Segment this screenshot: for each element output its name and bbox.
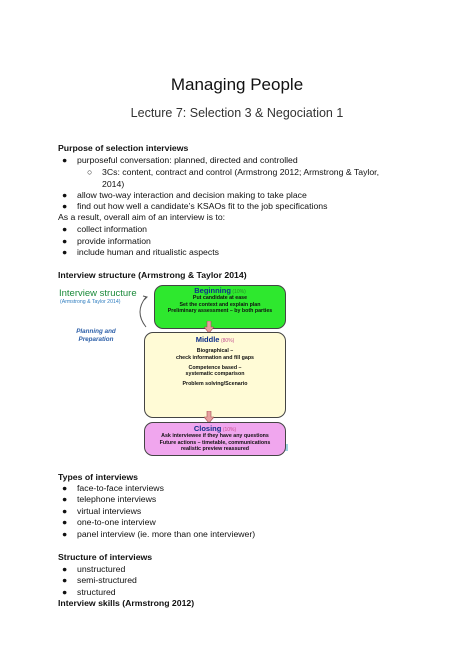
structure-heading: Interview structure (Armstrong & Taylor 2014) xyxy=(58,270,247,280)
bullet-icon: ● xyxy=(62,483,68,493)
purpose-bullet-label: allow two-way interaction and decision making to take place xyxy=(77,190,307,200)
middle-line: Biographical – xyxy=(196,348,234,355)
bullet-icon: ● xyxy=(62,224,68,234)
type-label: one-to-one interview xyxy=(77,517,156,527)
bullet-icon: ● xyxy=(62,575,68,585)
lecture-subtitle: Lecture 7: Selection 3 & Negociation 1 xyxy=(130,106,344,120)
bullet-icon: ● xyxy=(62,247,68,257)
middle-line: systematic comparison xyxy=(185,371,245,378)
diagram-source: (Armstrong & Taylor 2014) xyxy=(60,299,121,305)
beginning-line: Put candidate at ease xyxy=(192,295,248,302)
closing-line: Future actions – timetable, communications xyxy=(159,439,271,446)
diagram-title: Interview structure xyxy=(59,288,137,299)
structure-label: structured xyxy=(77,587,116,597)
bracket-arrow-icon xyxy=(132,294,148,330)
purpose-bullet-label: find out how well a candidate’s KSAOs fit to the job specifications xyxy=(77,201,328,211)
closing-box xyxy=(144,422,286,456)
middle-percent: (80%) xyxy=(220,338,235,344)
type-label: face-to-face interviews xyxy=(77,483,164,493)
bullet-icon: ● xyxy=(62,236,68,246)
skills-heading: Interview skills (Armstrong 2012) xyxy=(58,598,195,608)
middle-line: check information and fill gaps xyxy=(176,354,254,361)
purpose-sub-bullet-line1: 3Cs: content, contract and control (Armstrong 2012; Armstrong & Taylor, xyxy=(102,167,380,177)
bullet-icon: ● xyxy=(62,517,68,527)
middle-label: Middle xyxy=(195,335,220,344)
structures-heading: Structure of interviews xyxy=(58,552,153,562)
bullet-icon: ● xyxy=(62,529,68,539)
aims-intro-text: As a result, overall aim of an interview is to: xyxy=(58,212,226,222)
aim-label: collect information xyxy=(77,224,148,234)
interview-structure-diagram xyxy=(58,282,288,458)
sub-bullet-icon: ○ xyxy=(87,167,93,177)
planning-label: Planning and Preparation xyxy=(76,328,116,343)
beginning-line: Preliminary assessment – by both parties xyxy=(167,307,273,314)
bullet-icon: ● xyxy=(62,494,68,504)
bullet-icon: ● xyxy=(62,564,68,574)
beginning-box xyxy=(154,285,286,329)
bullet-icon: ● xyxy=(62,506,68,516)
bullet-icon: ● xyxy=(62,190,68,200)
beginning-label: Beginning xyxy=(194,286,231,295)
types-heading: Types of interviews xyxy=(58,472,138,482)
type-label: telephone interviews xyxy=(77,494,157,504)
middle-box xyxy=(144,332,286,418)
bullet-icon: ● xyxy=(62,201,68,211)
middle-line: Competence based – xyxy=(188,364,242,371)
purpose-sub-bullet-line2: 2014) xyxy=(102,178,125,189)
structure-label: unstructured xyxy=(77,564,126,574)
beginning-percent: (10%) xyxy=(232,289,246,295)
closing-line: realistic preview reassured xyxy=(180,445,250,452)
closing-line: Ask interviewee if they have any questions xyxy=(161,433,269,440)
structure-label: semi-structured xyxy=(77,575,137,585)
page-title: Managing People xyxy=(170,75,304,94)
bullet-icon: ● xyxy=(62,155,68,165)
closing-label: Closing xyxy=(193,424,222,433)
bullet-icon: ● xyxy=(62,587,68,597)
closing-percent: (10%) xyxy=(222,427,237,433)
middle-line: Problem solving/Scenario xyxy=(182,381,248,388)
aim-label: provide information xyxy=(77,236,151,246)
aim-label: include human and ritualistic aspects xyxy=(77,247,219,257)
type-label: virtual interviews xyxy=(77,506,142,516)
beginning-line: Set the context and explain plan xyxy=(179,301,261,308)
type-label: panel interview (ie. more than one interviewer) xyxy=(77,529,256,539)
purpose-heading: Purpose of selection interviews xyxy=(58,143,189,153)
purpose-bullet-label: purposeful conversation: planned, directed and controlled xyxy=(77,155,298,165)
